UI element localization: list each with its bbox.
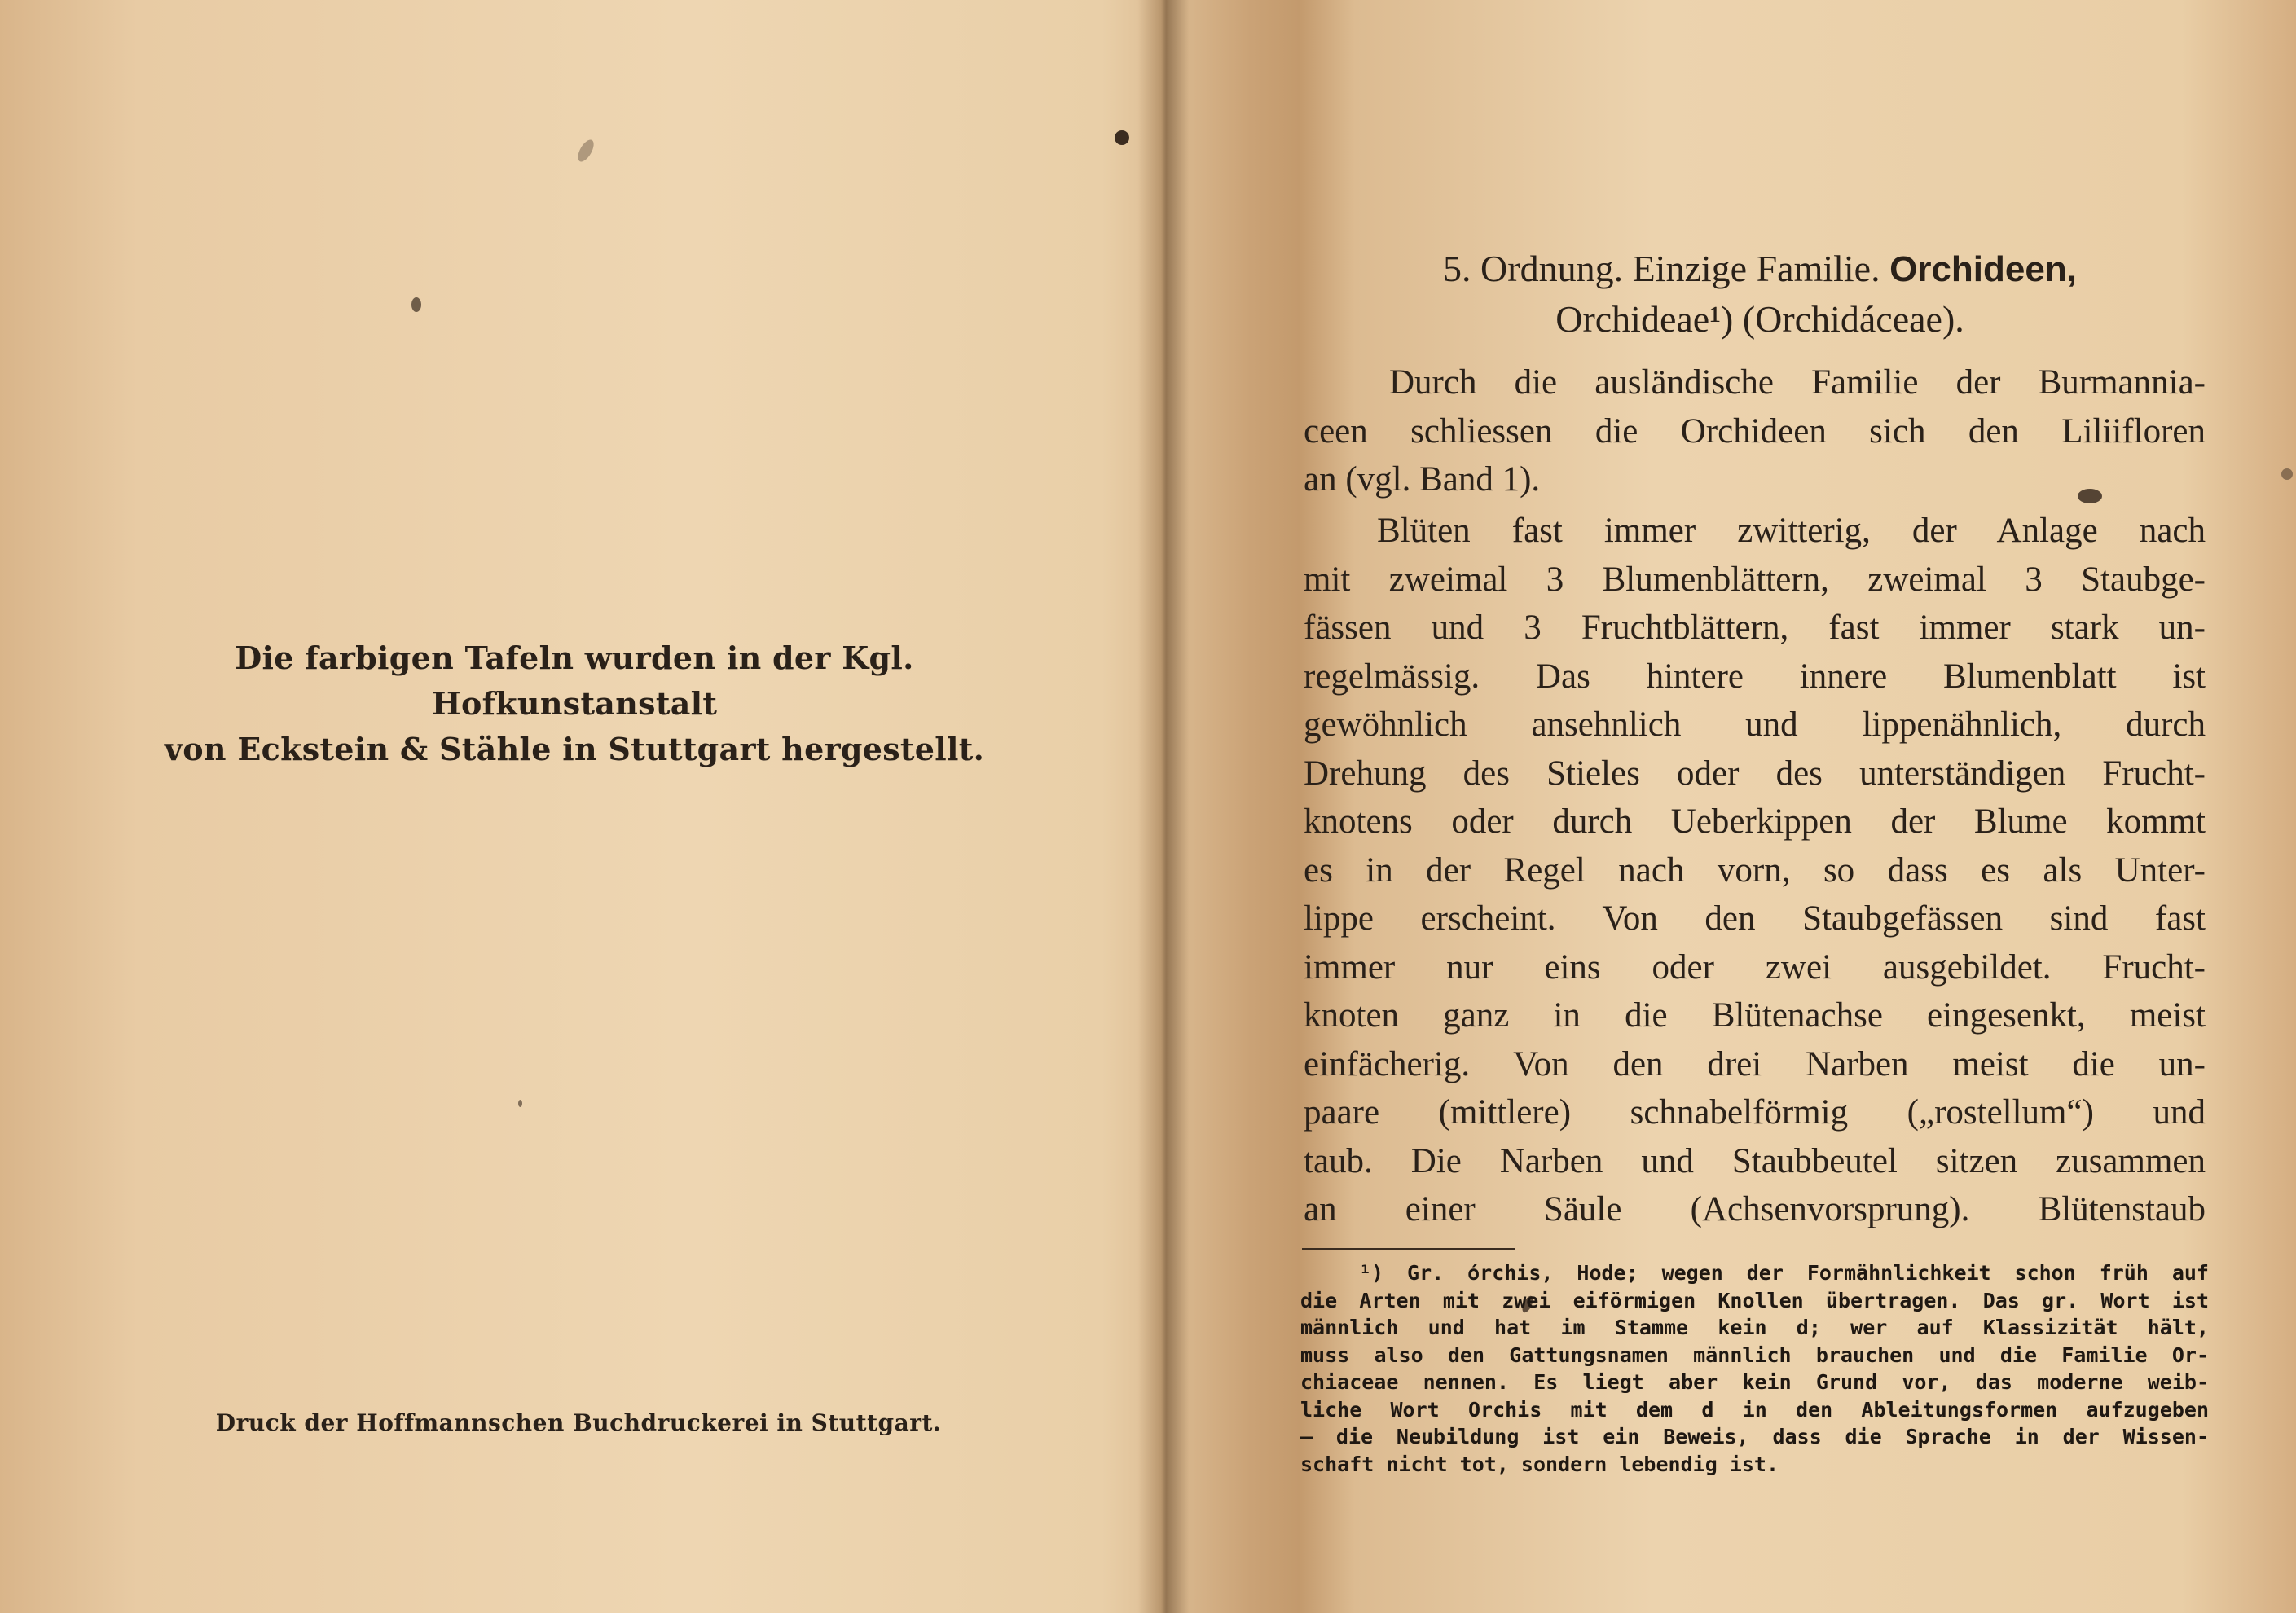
text-line: knotens oder durch Ueberkippen der Blume kommt xyxy=(1304,802,2206,841)
text-line: Blüten fast immer zwitterig, der Anlage nach xyxy=(1377,512,2206,550)
footnote-line: — die Neubildung ist ein Beweis, dass die Sprache in der Wissen- xyxy=(1300,1425,2209,1448)
credit-line: Die farbigen Tafeln wurden in der Kgl. Hofkunstanstalt xyxy=(235,639,914,722)
section-heading xyxy=(1304,246,2216,292)
text-line: knoten ganz in die Blütenachse eingesenkt, meist xyxy=(1304,996,2206,1035)
text-line: ceen schliessen die Orchideen sich den Liliifloren xyxy=(1304,411,2206,450)
footnote-line: chiaceae nennen. Es liegt aber kein Grund vor, das moderne weib- xyxy=(1300,1370,2209,1394)
order-title: 5. Ordnung. Einzige Familie. xyxy=(1443,248,1880,289)
credit-line: von Eckstein & Stähle in Stuttgart hergestellt. xyxy=(164,731,985,767)
text-line: an einer Säule (Achsenvorsprung). Blütenstaub xyxy=(1304,1190,2206,1228)
text-line: es in der Regel nach vorn, so dass es als Unter- xyxy=(1304,850,2206,890)
family-name: Orchideen, xyxy=(1889,249,2077,289)
footnote-line: männlich und hat im Stamme kein d; wer auf Klassizität hält, xyxy=(1300,1316,2209,1339)
footnote-line: ¹) Gr. órchis, Hode; wegen der Formähnlichkeit schon früh auf xyxy=(1359,1261,2209,1285)
text-line: mit zweimal 3 Blumenblättern, zweimal 3 Staubge- xyxy=(1304,560,2206,599)
text-line: taub. Die Narben und Staubbeutel sitzen zusammen xyxy=(1304,1141,2206,1180)
footnote-rule xyxy=(1302,1248,1515,1250)
paragraph-description xyxy=(1304,507,2206,1234)
footnote-line: muss also den Gattungsnamen männlich brauchen und die Familie Or- xyxy=(1300,1343,2209,1367)
text-line: einfächerig. Von den drei Narben meist die un- xyxy=(1304,1044,2206,1083)
text-line: Durch die ausländische Familie der Burmannia- xyxy=(1389,363,2206,402)
text-line: an (vgl. Band 1). xyxy=(1304,460,1541,499)
footnote xyxy=(1300,1259,2209,1478)
text-line: immer nur eins oder zwei ausgebildet. Frucht- xyxy=(1304,947,2206,987)
text-line: regelmässig. Das hintere innere Blumenblatt ist xyxy=(1304,657,2206,696)
footnote-line: liche Wort Orchis mit dem d in den Ableitungsformen aufzugeben xyxy=(1300,1397,2209,1422)
footnote-line: schaft nicht tot, sondern lebendig ist. xyxy=(1300,1452,1779,1476)
text-line: Drehung des Stieles oder des unterständigen Frucht- xyxy=(1304,754,2206,793)
plates-credit xyxy=(110,635,1039,772)
section-subheading: Orchideae¹) (Orchidáceae). xyxy=(1555,298,1964,340)
footnote-line: die Arten mit zwei eiförmigen Knollen übertragen. Das gr. Wort ist xyxy=(1300,1288,2209,1312)
text-line: paare (mittlere) schnabelförmig („rostellum“) und xyxy=(1304,1093,2206,1132)
text-line: gewöhnlich ansehnlich und lippenähnlich, durch xyxy=(1304,705,2206,744)
text-line: lippe erscheint. Von den Staubgefässen sind fast xyxy=(1304,899,2206,938)
printer-imprint: Druck der Hoffmannschen Buchdruckerei in Stuttgart. xyxy=(215,1409,942,1436)
text-line: fässen und 3 Fruchtblättern, fast immer stark un- xyxy=(1304,609,2206,647)
paragraph-intro xyxy=(1304,358,2206,504)
